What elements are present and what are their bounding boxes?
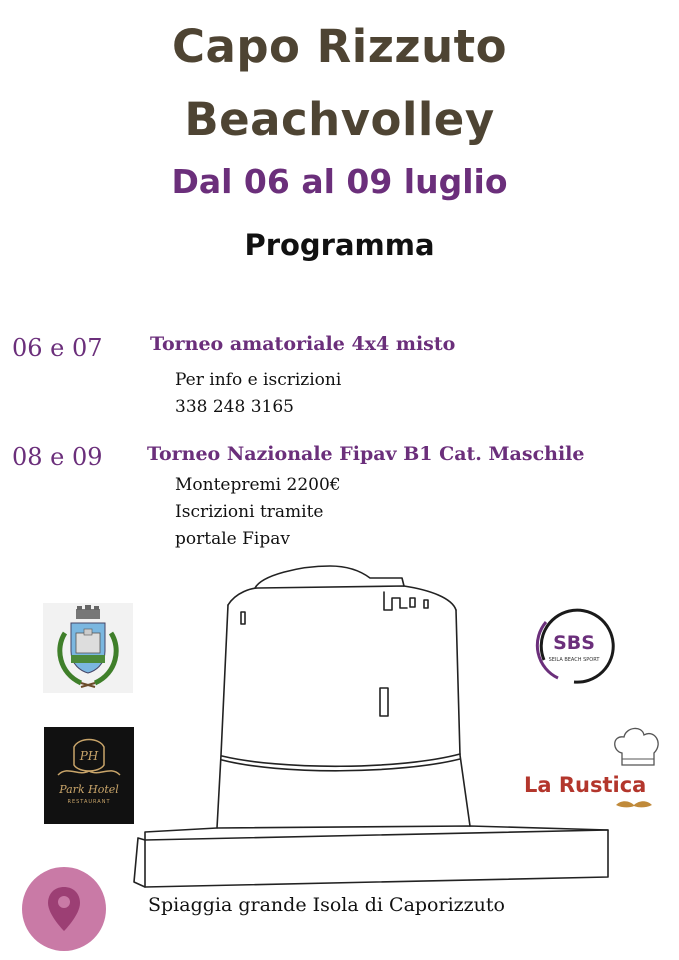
event-dates: Dal 06 al 09 luglio bbox=[171, 162, 508, 201]
location-text: Spiaggia grande Isola di Caporizzuto bbox=[148, 894, 505, 916]
schedule-detail: 338 248 3165 bbox=[175, 397, 294, 417]
map-pin-icon bbox=[22, 867, 106, 951]
park-hotel-emblem-icon bbox=[44, 727, 134, 824]
title-line-1: Capo Rizzuto bbox=[171, 20, 508, 73]
municipality-crest bbox=[43, 603, 133, 693]
park-hotel-sub: RESTAURANT bbox=[67, 799, 111, 805]
program-heading: Programma bbox=[244, 228, 435, 262]
sbs-text: SBS bbox=[553, 632, 595, 654]
schedule-days-2: 08 e 09 bbox=[12, 443, 103, 471]
title-line-2: Beachvolley bbox=[184, 93, 495, 146]
park-hotel-logo bbox=[44, 727, 134, 824]
schedule-event-1: Torneo amatoriale 4x4 misto bbox=[150, 333, 456, 355]
sbs-logo bbox=[528, 600, 620, 690]
location-pin-circle bbox=[22, 867, 106, 951]
schedule-detail: Iscrizioni tramite bbox=[175, 502, 324, 522]
schedule-detail: portale Fipav bbox=[175, 529, 290, 549]
mustache-icon bbox=[614, 799, 654, 809]
la-rustica-logo bbox=[524, 725, 664, 810]
chef-hat-icon bbox=[610, 725, 666, 771]
park-hotel-name: Park Hotel bbox=[59, 783, 119, 796]
sbs-subtitle: SEILA BEACH SPORT bbox=[548, 657, 600, 663]
schedule-detail: Per info e iscrizioni bbox=[175, 370, 342, 390]
schedule-detail: Montepremi 2200€ bbox=[175, 475, 341, 495]
svg-text:PH: PH bbox=[79, 749, 99, 763]
crest-icon bbox=[43, 603, 133, 693]
schedule-days-1: 06 e 07 bbox=[12, 334, 103, 362]
la-rustica-text: La Rustica bbox=[524, 773, 647, 797]
schedule-event-2: Torneo Nazionale Fipav B1 Cat. Maschile bbox=[147, 443, 585, 465]
